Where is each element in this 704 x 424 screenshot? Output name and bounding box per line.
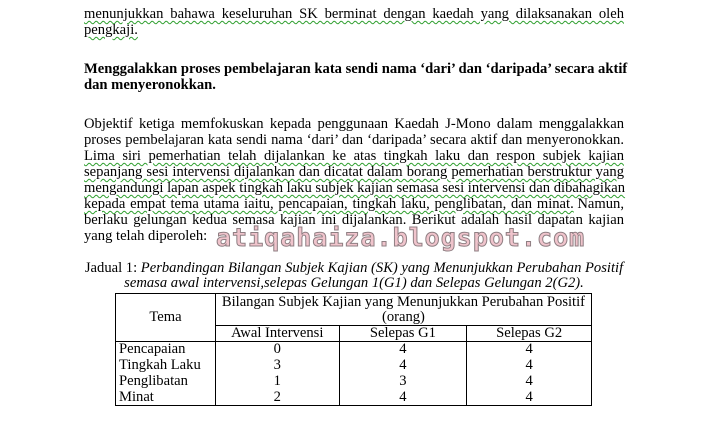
- cell-tema: Pencapaian: [116, 342, 216, 358]
- paragraph-2-line-8: yang telah diperoleh:: [84, 228, 208, 244]
- table-row: [116, 390, 592, 406]
- table-caption-line-1: [84, 261, 624, 276]
- paragraph-2-line-1: Objektif ketiga memfokuskan kepada penggunaan Kaedah J-Mono dalam menggalakkan: [84, 116, 624, 132]
- cell-awal: 1: [215, 374, 339, 390]
- paragraph-2-line-4: sepanjang sesi intervensi dijalankan dan dicatat dalam borang pemerhatian berstruktur yang: [84, 164, 624, 180]
- table-caption-label: Jadual 1:: [84, 260, 141, 276]
- cell-awal: 3: [215, 358, 339, 374]
- cell-g2: 4: [467, 374, 592, 390]
- header-selepas-g1: Selepas G1: [339, 326, 467, 342]
- cell-tema: Tingkah Laku: [116, 358, 216, 374]
- paragraph-2-line-6-tail: Namun,: [573, 196, 624, 212]
- paragraph-2-line-6: [84, 196, 624, 212]
- table-caption-line-2: [84, 276, 624, 291]
- cell-g2: 4: [467, 342, 592, 358]
- results-table: [115, 293, 592, 406]
- cell-awal: 2: [215, 390, 339, 406]
- blog-watermark: atiqahaiza.blogspot.com: [216, 223, 586, 252]
- paragraph-2-line-5: mengandungi lapan aspek tingkah laku subjek kajian semasa sesi intervensi dan dibahagikan: [84, 180, 626, 196]
- cell-g1: 3: [339, 374, 467, 390]
- paragraph-1-line-2: [84, 22, 624, 38]
- cell-g1: 4: [339, 390, 467, 406]
- cell-tema: Minat: [116, 390, 216, 406]
- cell-g1: 4: [339, 342, 467, 358]
- header-awal-intervensi: Awal Intervensi: [215, 326, 339, 342]
- table-row: [116, 374, 592, 390]
- paragraph-1-line-2-text: pengkaji.: [84, 22, 138, 38]
- paragraph-2-line-2: proses pembelajaran kata sendi nama ‘dari’ dan ‘daripada’ secara aktif dan menyeronokkan.: [84, 132, 624, 148]
- table-row: [116, 342, 592, 358]
- cell-awal: 0: [215, 342, 339, 358]
- section-heading-line-1: Menggalakkan proses pembelajaran kata sendi nama ‘dari’ dan ‘daripada’ secara aktif: [84, 61, 628, 77]
- paragraph-2-line-6-underlined: kepada empat tema utama iaitu, pencapaian, tingkah laku, penglibatan, dan minat.: [84, 196, 574, 212]
- paragraph-2-line-3: Lima siri pemerhatian telah dijalankan ke atas tingkah laku dan respon subjek kajian: [84, 148, 624, 164]
- cell-g2: 4: [467, 390, 592, 406]
- header-tema: Tema: [116, 294, 216, 342]
- paragraph-2-line-7: berlaku gelungan kedua semasa kajian ini dijalankan. Berikut adalah hasil dapatan kajian: [84, 212, 624, 228]
- table-row: [116, 358, 592, 374]
- table-caption-title: Perbandingan Bilangan Subjek Kajian (SK) yang Menunjukkan Perubahan Positif: [140, 260, 624, 276]
- header-selepas-g2: Selepas G2: [467, 326, 592, 342]
- section-heading-line-2: dan menyeronokkan.: [84, 77, 216, 93]
- cell-g1: 4: [339, 358, 467, 374]
- paragraph-1-line-1: menunjukkan bahawa keseluruhan SK berminat dengan kaedah yang dilaksanakan oleh: [84, 6, 624, 22]
- table-header-row: [116, 294, 592, 326]
- cell-g2: 4: [467, 358, 592, 374]
- header-group: Bilangan Subjek Kajian yang Menunjukkan Perubahan Positif (orang): [215, 294, 591, 326]
- table-caption-title-cont: semasa awal intervensi,selepas Gelungan 1(G1) dan Selepas Gelungan 2(G2).: [124, 275, 584, 291]
- cell-tema: Penglibatan: [116, 374, 216, 390]
